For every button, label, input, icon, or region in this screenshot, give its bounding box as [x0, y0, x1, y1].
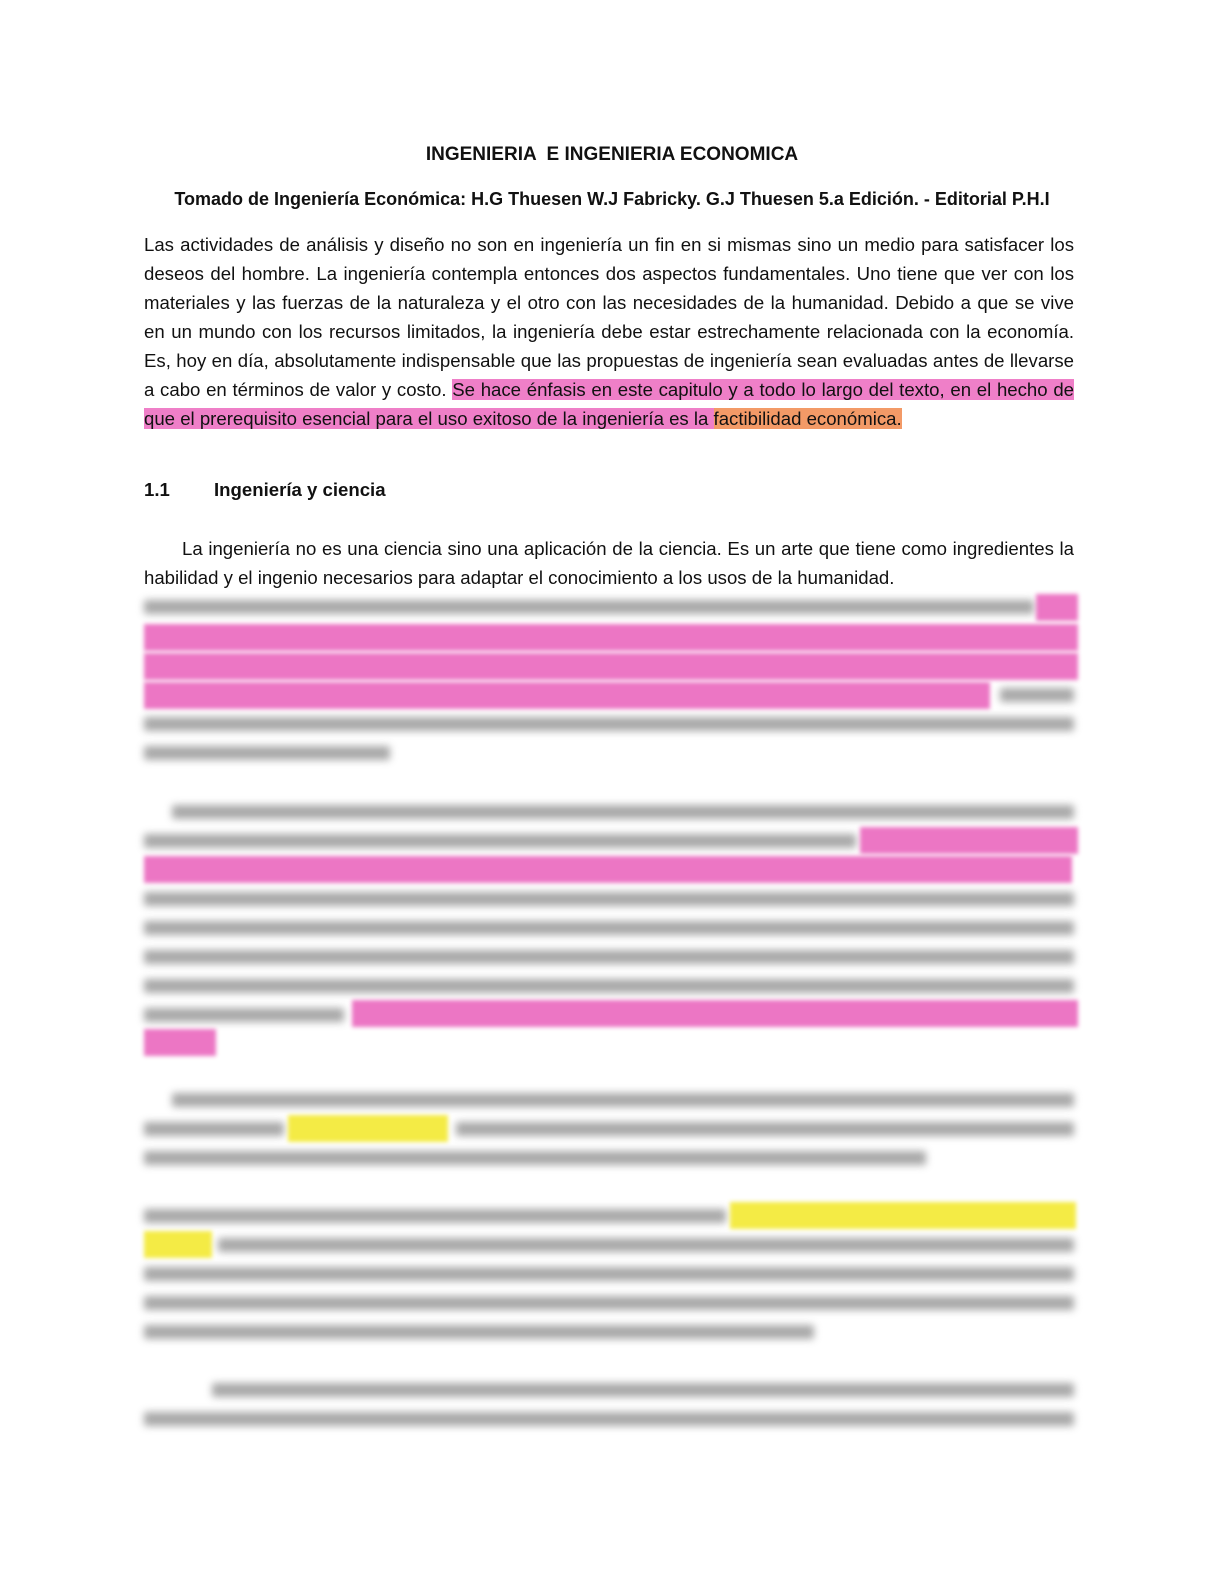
document-title: INGENIERIA E INGENIERIA ECONOMICA — [425, 144, 799, 165]
blurred-text-line — [1000, 688, 1074, 702]
document-source: Tomado de Ingeniería Económica: H.G Thuesen W.J Fabricky. G.J Thuesen 5.a Edición. - Editorial P.H.I — [174, 189, 1050, 209]
blurred-text-line — [144, 600, 1034, 614]
intro-highlight-pink: Se hace énfasis en este capitulo y a todo lo largo del texto, en el hecho de que el prerequisito esencial para el uso exitoso de la ingeniería es la — [144, 379, 1074, 429]
blurred-text-line — [144, 950, 1074, 964]
blurred-highlight-pink — [352, 1000, 1078, 1027]
blurred-text-line — [144, 746, 390, 760]
blurred-highlight-pink — [860, 827, 1078, 854]
blurred-text-line — [144, 1122, 284, 1136]
blurred-highlight-pink — [144, 624, 1078, 651]
intro-text: Las actividades de análisis y diseño no son en ingeniería un fin en si mismas sino un medio para satisfacer los deseos del hombre. La ingeniería contempla entonces dos aspectos fundamentales. Uno tiene que ver con los materiales y las fuerzas de la naturaleza y el otro con las necesidades de la humanidad. Debido a que se vive en un mundo con los recursos limitados, la ingeniería debe estar estrechamente relacionada con la economía. Es, hoy en día, absolutamente indispensable que las propuestas de ingeniería sean evaluadas antes de llevarse a cabo en términos de valor y costo. — [144, 234, 1074, 400]
blurred-text-line — [144, 1151, 926, 1165]
blurred-text-line — [144, 1412, 1074, 1426]
blurred-highlight-yellow — [288, 1115, 448, 1142]
blurred-highlight-pink — [144, 682, 990, 709]
section-title: Ingeniería y ciencia — [214, 479, 386, 500]
blurred-text-line — [172, 1093, 1074, 1107]
intro-highlight-orange: factibilidad económica. — [713, 408, 902, 429]
blurred-text-line — [144, 1008, 344, 1022]
blurred-text-line — [144, 979, 1074, 993]
blurred-text-line — [212, 1383, 1074, 1397]
blurred-text-line — [144, 892, 1074, 906]
blurred-text-line — [144, 1296, 1074, 1310]
blurred-text-line — [218, 1238, 1074, 1252]
blurred-text-line — [144, 921, 1074, 935]
blurred-highlight-pink — [144, 856, 1072, 883]
blurred-text-line — [144, 834, 856, 848]
blurred-highlight-pink — [144, 653, 1078, 680]
blurred-text-line — [144, 1209, 726, 1223]
blurred-highlight-pink — [1036, 594, 1078, 621]
blurred-text-line — [144, 717, 1074, 731]
blurred-highlight-yellow — [144, 1231, 212, 1258]
section-paragraph-text: La ingeniería no es una ciencia sino una aplicación de la ciencia. Es un arte que tiene como ingredientes la habilidad y el ingenio necesarios para adaptar el conocimiento a los usos de la humanidad. — [144, 538, 1074, 588]
blurred-text-line — [172, 805, 1074, 819]
blurred-highlight-pink — [144, 1029, 216, 1056]
section-number: 1.1 — [144, 479, 170, 500]
blurred-text-line — [144, 1267, 1074, 1281]
blurred-text-line — [456, 1122, 1074, 1136]
blurred-highlight-yellow — [730, 1202, 1076, 1229]
blurred-text-line — [144, 1325, 814, 1339]
